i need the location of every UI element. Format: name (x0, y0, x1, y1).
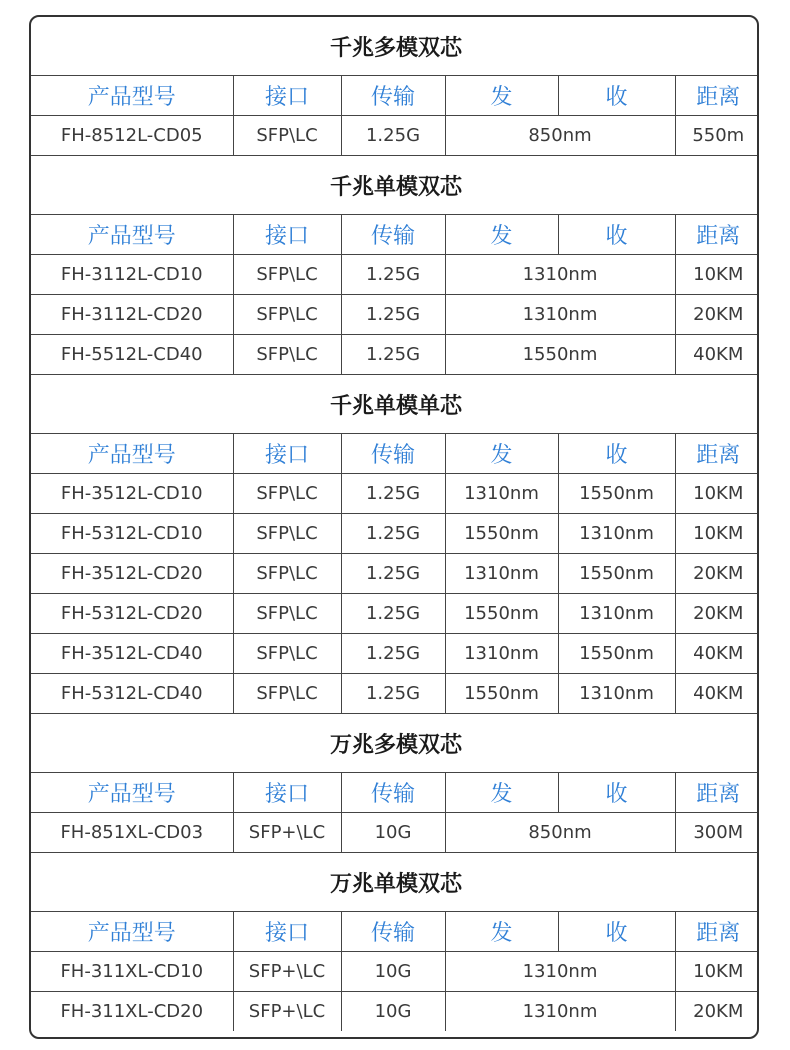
cell-rate: 1.25G (341, 255, 445, 295)
column-header-model: 产品型号 (31, 215, 233, 255)
column-header-rate: 传输 (341, 434, 445, 474)
cell-model: FH-5512L-CD40 (31, 335, 233, 375)
column-header-distance: 距离 (675, 76, 759, 116)
cell-interface: SFP+\LC (233, 952, 341, 992)
cell-model: FH-851XL-CD03 (31, 813, 233, 853)
table-row (31, 116, 759, 156)
column-header-rate: 传输 (341, 912, 445, 952)
cell-tx: 1550nm (445, 514, 558, 554)
section-title: 万兆多模双芯 (31, 714, 759, 773)
column-header-interface: 接口 (233, 76, 341, 116)
column-header-tx: 发 (445, 773, 558, 813)
cell-rate: 1.25G (341, 335, 445, 375)
section-title: 千兆多模双芯 (31, 17, 759, 76)
cell-distance: 10KM (675, 255, 759, 295)
cell-interface: SFP\LC (233, 255, 341, 295)
cell-interface: SFP+\LC (233, 992, 341, 1032)
cell-wavelength: 1310nm (445, 952, 675, 992)
cell-interface: SFP\LC (233, 474, 341, 514)
cell-rate: 1.25G (341, 474, 445, 514)
cell-interface: SFP\LC (233, 554, 341, 594)
section-title-row (31, 853, 759, 912)
cell-model: FH-5312L-CD10 (31, 514, 233, 554)
cell-interface: SFP\LC (233, 634, 341, 674)
section-title: 万兆单模双芯 (31, 853, 759, 912)
table-row (31, 335, 759, 375)
cell-interface: SFP\LC (233, 116, 341, 156)
cell-interface: SFP+\LC (233, 813, 341, 853)
cell-distance: 20KM (675, 992, 759, 1032)
cell-rate: 1.25G (341, 594, 445, 634)
cell-wavelength: 1310nm (445, 295, 675, 335)
section-title: 千兆单模双芯 (31, 156, 759, 215)
column-header-interface: 接口 (233, 912, 341, 952)
section-title-row (31, 714, 759, 773)
cell-rx: 1310nm (558, 674, 675, 714)
cell-distance: 10KM (675, 474, 759, 514)
cell-wavelength: 1550nm (445, 335, 675, 375)
cell-interface: SFP\LC (233, 295, 341, 335)
cell-model: FH-311XL-CD20 (31, 992, 233, 1032)
section-title: 千兆单模单芯 (31, 375, 759, 434)
cell-rate: 1.25G (341, 295, 445, 335)
table-row (31, 255, 759, 295)
cell-tx: 1310nm (445, 474, 558, 514)
cell-interface: SFP\LC (233, 594, 341, 634)
cell-interface: SFP\LC (233, 514, 341, 554)
table-row (31, 992, 759, 1032)
table-row (31, 674, 759, 714)
table-row (31, 634, 759, 674)
cell-distance: 10KM (675, 514, 759, 554)
cell-model: FH-5312L-CD40 (31, 674, 233, 714)
cell-distance: 40KM (675, 674, 759, 714)
column-header-tx: 发 (445, 434, 558, 474)
column-header-row (31, 76, 759, 116)
column-header-rx: 收 (558, 76, 675, 116)
cell-tx: 1550nm (445, 674, 558, 714)
section-title-row (31, 156, 759, 215)
cell-wavelength: 850nm (445, 116, 675, 156)
cell-wavelength: 850nm (445, 813, 675, 853)
table-row (31, 594, 759, 634)
column-header-model: 产品型号 (31, 773, 233, 813)
column-header-rate: 传输 (341, 773, 445, 813)
column-header-tx: 发 (445, 215, 558, 255)
transceiver-spec-table (31, 17, 759, 1031)
cell-distance: 20KM (675, 554, 759, 594)
cell-rate: 1.25G (341, 514, 445, 554)
cell-rx: 1310nm (558, 594, 675, 634)
table-row (31, 295, 759, 335)
cell-rx: 1550nm (558, 634, 675, 674)
cell-distance: 40KM (675, 634, 759, 674)
column-header-distance: 距离 (675, 434, 759, 474)
cell-distance: 20KM (675, 295, 759, 335)
cell-wavelength: 1310nm (445, 255, 675, 295)
column-header-distance: 距离 (675, 912, 759, 952)
column-header-model: 产品型号 (31, 434, 233, 474)
cell-rate: 1.25G (341, 674, 445, 714)
cell-rx: 1310nm (558, 514, 675, 554)
cell-distance: 40KM (675, 335, 759, 375)
cell-model: FH-3112L-CD20 (31, 295, 233, 335)
section-title-row (31, 375, 759, 434)
cell-model: FH-5312L-CD20 (31, 594, 233, 634)
table-row (31, 813, 759, 853)
cell-interface: SFP\LC (233, 335, 341, 375)
column-header-distance: 距离 (675, 215, 759, 255)
table-row (31, 514, 759, 554)
column-header-row (31, 434, 759, 474)
column-header-interface: 接口 (233, 434, 341, 474)
cell-rate: 1.25G (341, 554, 445, 594)
table-row (31, 952, 759, 992)
cell-rx: 1550nm (558, 474, 675, 514)
cell-distance: 10KM (675, 952, 759, 992)
cell-model: FH-3112L-CD10 (31, 255, 233, 295)
cell-tx: 1310nm (445, 554, 558, 594)
column-header-row (31, 912, 759, 952)
cell-wavelength: 1310nm (445, 992, 675, 1032)
column-header-rate: 传输 (341, 76, 445, 116)
table-row (31, 474, 759, 514)
column-header-row (31, 215, 759, 255)
cell-tx: 1310nm (445, 634, 558, 674)
column-header-tx: 发 (445, 912, 558, 952)
cell-model: FH-3512L-CD20 (31, 554, 233, 594)
column-header-rate: 传输 (341, 215, 445, 255)
cell-rate: 1.25G (341, 116, 445, 156)
cell-rate: 10G (341, 813, 445, 853)
cell-interface: SFP\LC (233, 674, 341, 714)
column-header-rx: 收 (558, 912, 675, 952)
column-header-row (31, 773, 759, 813)
column-header-interface: 接口 (233, 215, 341, 255)
cell-distance: 300M (675, 813, 759, 853)
cell-rate: 10G (341, 992, 445, 1032)
cell-distance: 550m (675, 116, 759, 156)
cell-model: FH-8512L-CD05 (31, 116, 233, 156)
cell-rate: 10G (341, 952, 445, 992)
column-header-model: 产品型号 (31, 912, 233, 952)
cell-rx: 1550nm (558, 554, 675, 594)
column-header-tx: 发 (445, 76, 558, 116)
cell-model: FH-3512L-CD40 (31, 634, 233, 674)
cell-model: FH-3512L-CD10 (31, 474, 233, 514)
cell-distance: 20KM (675, 594, 759, 634)
column-header-rx: 收 (558, 215, 675, 255)
section-title-row (31, 17, 759, 76)
cell-rate: 1.25G (341, 634, 445, 674)
spec-table-frame (29, 15, 759, 1039)
table-row (31, 554, 759, 594)
column-header-distance: 距离 (675, 773, 759, 813)
column-header-rx: 收 (558, 773, 675, 813)
column-header-model: 产品型号 (31, 76, 233, 116)
cell-model: FH-311XL-CD10 (31, 952, 233, 992)
column-header-rx: 收 (558, 434, 675, 474)
column-header-interface: 接口 (233, 773, 341, 813)
cell-tx: 1550nm (445, 594, 558, 634)
